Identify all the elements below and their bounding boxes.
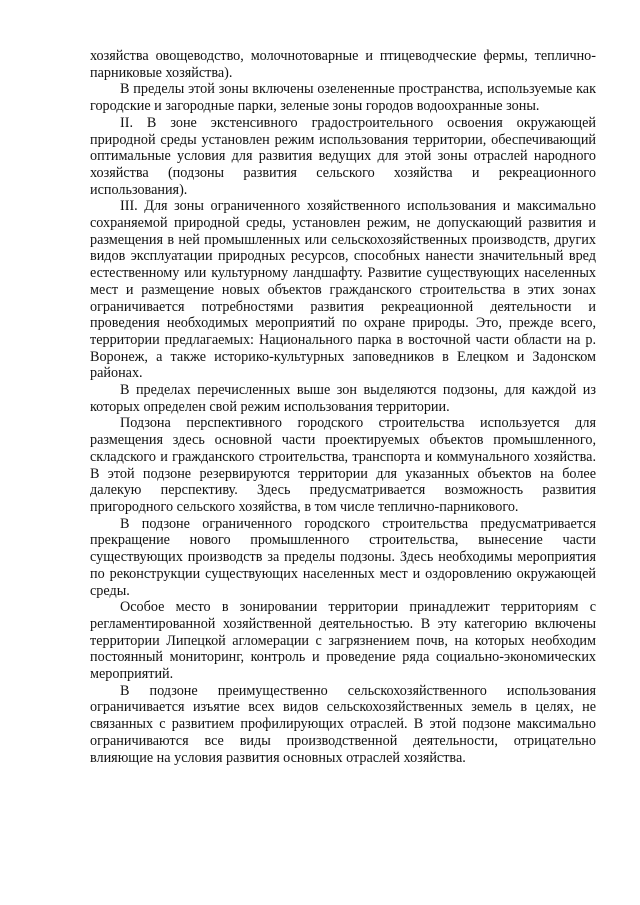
paragraph-continuation: хозяйства овощеводство, молочнотоварные и птицеводческие фермы, теплично-парниковые хозяйства). [90, 48, 596, 81]
paragraph-perspective-construction: Подзона перспективного городского строительства используется для размещения здесь основной части проектируемых объектов промышленного, складского и гражданского строительства, транспорта и коммунального хозяйства. В этой подзоне резервируются территории для указанных объектов на более далекую перспективу. Здесь предусматривается возможность развития пригородного сельского хозяйства, в том числе теплично-парникового. [90, 415, 596, 515]
paragraph-limited-construction: В подзоне ограниченного городского строительства предусматривается прекращение нового промышленного строительства, вынесение части существующих производств за пределы подзоны. Здесь необходимы мероприятия по реконструкции существующих населенных мест и оздоровлению окружающей среды. [90, 515, 596, 599]
paragraph-zone-2: II. В зоне экстенсивного градостроительного освоения окружающей природной среды установлен режим использования территории, обеспечивающий оптимальные условия для развития ведущих для этой зоны отраслей народного хозяйства (подзоны развития сельского хозяйства и рекреационного использования). [90, 114, 596, 198]
paragraph-regulated-activity: Особое место в зонировании территории принадлежит территориям с регламентированной хозяйственной деятельностью. В эту категорию включены территории Липецкой агломерации с загрязнением почв, на которых необходим постоянный мониторинг, контроль и проведение ряда социально-экономических мероприятий. [90, 599, 596, 683]
paragraph-zone-3: III. Для зоны ограниченного хозяйственного использования и максимально сохраняемой природной среды, установлен режим, не допускающий развития и размещения в ней промышленных или сельскохозяйственных производств, других видов эксплуатации природных ресурсов, способных нанести значительный вред естественному или культурному ландшафту. Развитие существующих населенных мест и размещение новых объектов гражданского строительства в этих зонах ограничивается потребностями развития рекреационной деятельности и проведения необходимых мероприятий по охране природы. Это, прежде всего, территории предлагаемых: Национального парка в восточной части области на р. Воронеж, а также историко-культурных заповедников в Елецком и Задонском районах. [90, 198, 596, 382]
paragraph-agricultural-use: В подзоне преимущественно сельскохозяйственного использования ограничивается изъятие всех видов сельскохозяйственных земель в целях, не связанных с развитием профилирующих отраслей. В этой подзоне максимально ограничиваются все виды производственной деятельности, отрицательно влияющие на условия развития основных отраслей хозяйства. [90, 682, 596, 766]
paragraph-subzones: В пределах перечисленных выше зон выделяются подзоны, для каждой из которых определен свой режим использования территории. [90, 382, 596, 415]
paragraph-green-zones: В пределы этой зоны включены озелененные пространства, используемые как городские и загородные парки, зеленые зоны городов водоохранные зоны. [90, 81, 596, 115]
document-page [90, 48, 596, 766]
